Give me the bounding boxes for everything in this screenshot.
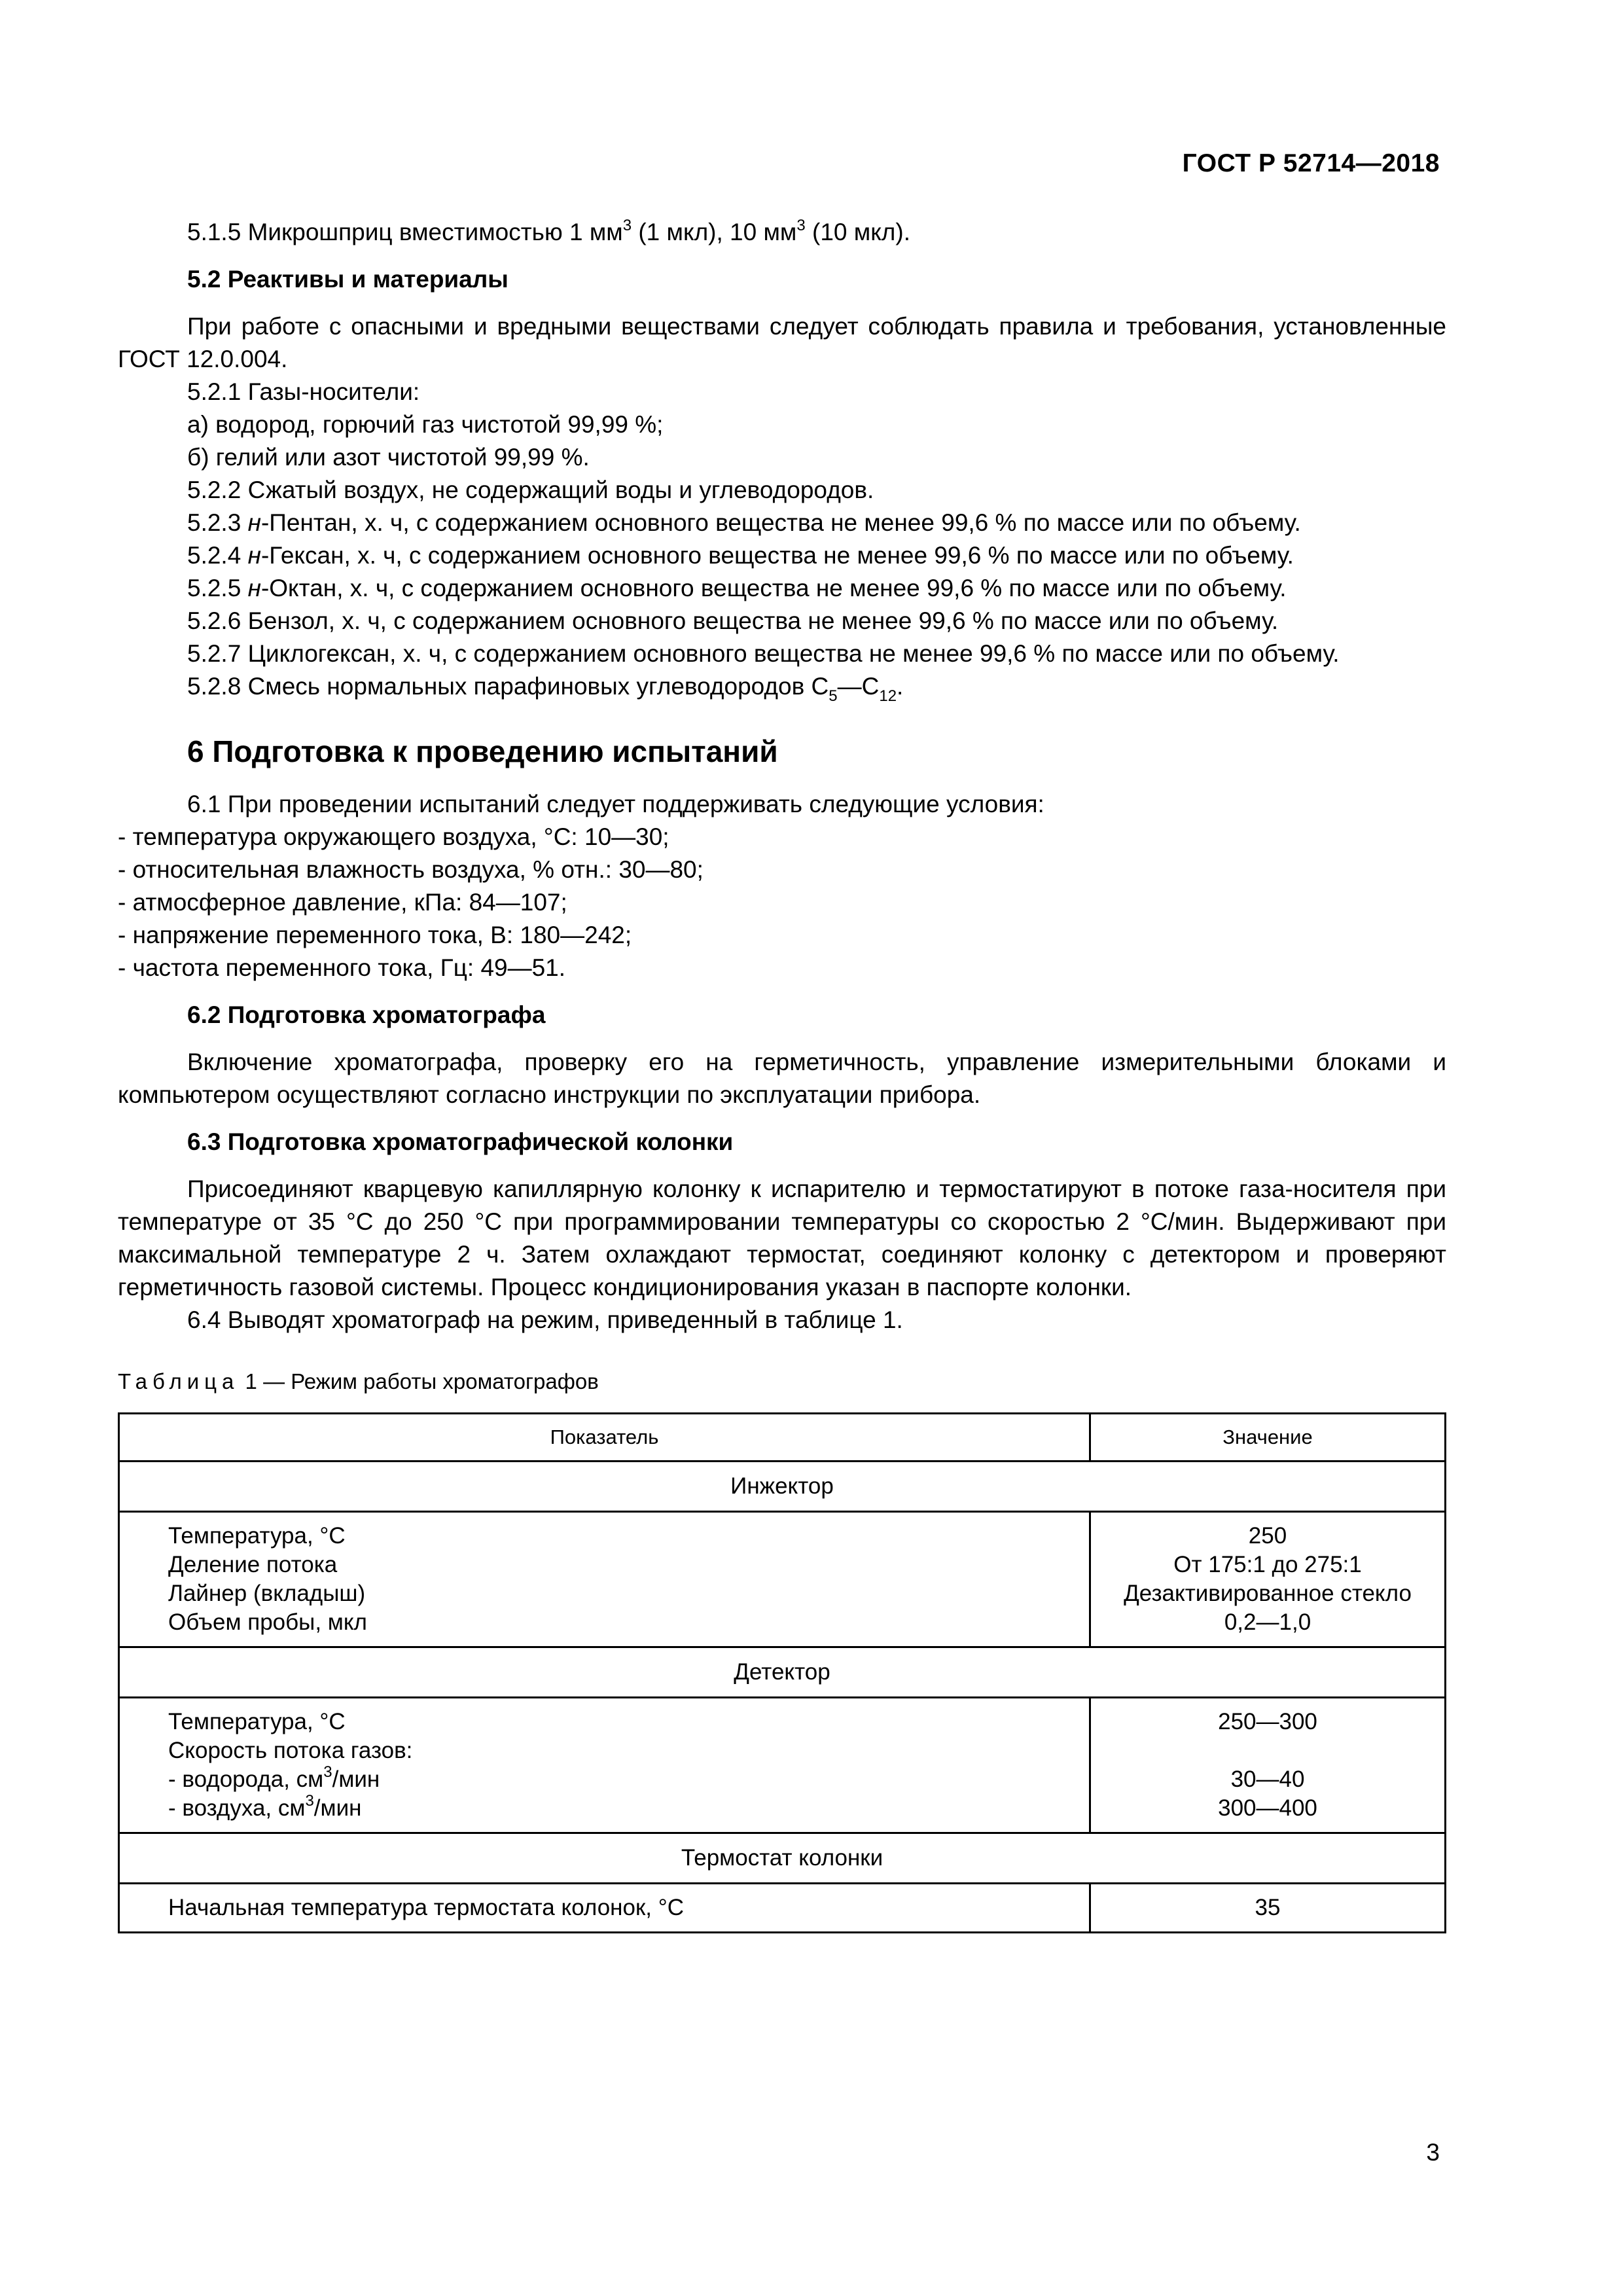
paragraph-6-1: 6.1 При проведении испытаний следует поддерживать следующие условия: — [187, 791, 1044, 817]
paragraph-5-2-1-b: б) гелий или азот чистотой 99,99 %. — [187, 444, 590, 471]
paragraph-5-2-2: 5.2.2 Сжатый воздух, не содержащий воды и углеводородов. — [187, 476, 874, 503]
paragraph-5-2-1: 5.2.1 Газы-носители: — [187, 378, 420, 405]
table-header-row — [119, 1414, 1446, 1462]
heading-section-6: 6 Подготовка к проведению испытаний — [187, 734, 778, 768]
section-column-oven: Термостат колонки — [119, 1833, 1446, 1884]
column-header-value: Значение — [1090, 1414, 1446, 1462]
detector-parameters: Температура, °С Скорость потока газов: - водорода, $см^3$/мин - воздуха, $см^3$/мин — [119, 1698, 1090, 1833]
table-section-row — [119, 1462, 1446, 1512]
condition-item: - температура окружающего воздуха, °С: 10—30; — [118, 823, 669, 850]
paragraph-6-3: Присоединяют кварцевую капиллярную колонку к испарителю и термостатируют в потоке газа-носителя при температуре от 35 °С до 250 °С при программировании температуры со скоростью 2 °С/мин. Выдерживают при максимальной температуре 2 ч. Затем охлаждают термостат, соединяют колонку с детектором и проверяют герметичность газовой системы. Процесс кондиционирования указан в паспорте колонки. — [118, 1175, 1446, 1300]
injector-values: 250 От 175:1 до 275:1 Дезактивированное стекло 0,2—1,0 — [1090, 1512, 1446, 1647]
chromatograph-mode-table — [118, 1412, 1446, 1933]
table-section-row — [119, 1833, 1446, 1884]
paragraph-5-2-intro: При работе с опасными и вредными веществами следует соблюдать правила и требования, установленные ГОСТ 12.0.004. — [118, 313, 1446, 372]
section-detector: Детектор — [119, 1647, 1446, 1698]
table-row — [119, 1512, 1446, 1647]
oven-value: 35 — [1090, 1884, 1446, 1933]
paragraph-5-2-4: 5.2.4 н-Гексан, х. ч, с содержанием основного вещества не менее 99,6 % по массе или по объему. — [187, 542, 1294, 569]
condition-item: - напряжение переменного тока, В: 180—242; — [118, 922, 632, 948]
table-caption: Таблица 1 — Режим работы хроматографов — [118, 1369, 599, 1393]
paragraph-6-2: Включение хроматографа, проверку его на герметичность, управление измерительными блоками и компьютером осуществляют согласно инструкции по эксплуатации прибора. — [118, 1049, 1446, 1108]
heading-6-2: 6.2 Подготовка хроматографа — [187, 1001, 546, 1028]
paragraph-5-1-5: 5.1.5 Микрошприц вместимостью 1 $мм^3$ (1 мкл), 10 $мм^3$ (10 мкл). — [187, 217, 910, 245]
column-header-parameter: Показатель — [119, 1414, 1090, 1462]
standard-code: ГОСТ Р 52714—2018 — [1182, 149, 1440, 177]
paragraph-5-2-8: 5.2.8 Смесь нормальных парафиновых углеводородов $С_5—С_{12}$. — [187, 673, 904, 705]
section-injector: Инжектор — [119, 1462, 1446, 1512]
page-number: 3 — [1426, 2139, 1440, 2166]
table-row — [119, 1884, 1446, 1933]
page-content — [118, 216, 1446, 1933]
heading-6-3: 6.3 Подготовка хроматографической колонки — [187, 1128, 734, 1155]
paragraph-5-2-3: 5.2.3 н-Пентан, х. ч, с содержанием основного вещества не менее 99,6 % по массе или по объему. — [187, 509, 1301, 536]
paragraph-5-2-6: 5.2.6 Бензол, х. ч, с содержанием основного вещества не менее 99,6 % по массе или по объему. — [187, 607, 1279, 634]
condition-item: - относительная влажность воздуха, % отн.: 30—80; — [118, 856, 704, 883]
paragraph-5-2-1-a: а) водород, горючий газ чистотой 99,99 %; — [187, 411, 664, 438]
condition-item: - атмосферное давление, кПа: 84—107; — [118, 889, 567, 916]
paragraph-5-2-5: 5.2.5 н-Октан, х. ч, с содержанием основного вещества не менее 99,6 % по массе или по объему. — [187, 575, 1287, 601]
detector-values: 250—300 30—40 300—400 — [1090, 1698, 1446, 1833]
paragraph-6-4: 6.4 Выводят хроматограф на режим, приведенный в таблице 1. — [187, 1306, 903, 1333]
table-row — [119, 1698, 1446, 1833]
paragraph-5-2-7: 5.2.7 Циклогексан, х. ч, с содержанием основного вещества не менее 99,6 % по массе или по объему. — [187, 640, 1340, 667]
injector-parameters: Температура, °С Деление потока Лайнер (вкладыш) Объем пробы, мкл — [119, 1512, 1090, 1647]
heading-5-2: 5.2 Реактивы и материалы — [187, 266, 508, 293]
oven-parameter: Начальная температура термостата колонок, °С — [119, 1884, 1090, 1933]
table-section-row — [119, 1647, 1446, 1698]
condition-item: - частота переменного тока, Гц: 49—51. — [118, 954, 566, 981]
